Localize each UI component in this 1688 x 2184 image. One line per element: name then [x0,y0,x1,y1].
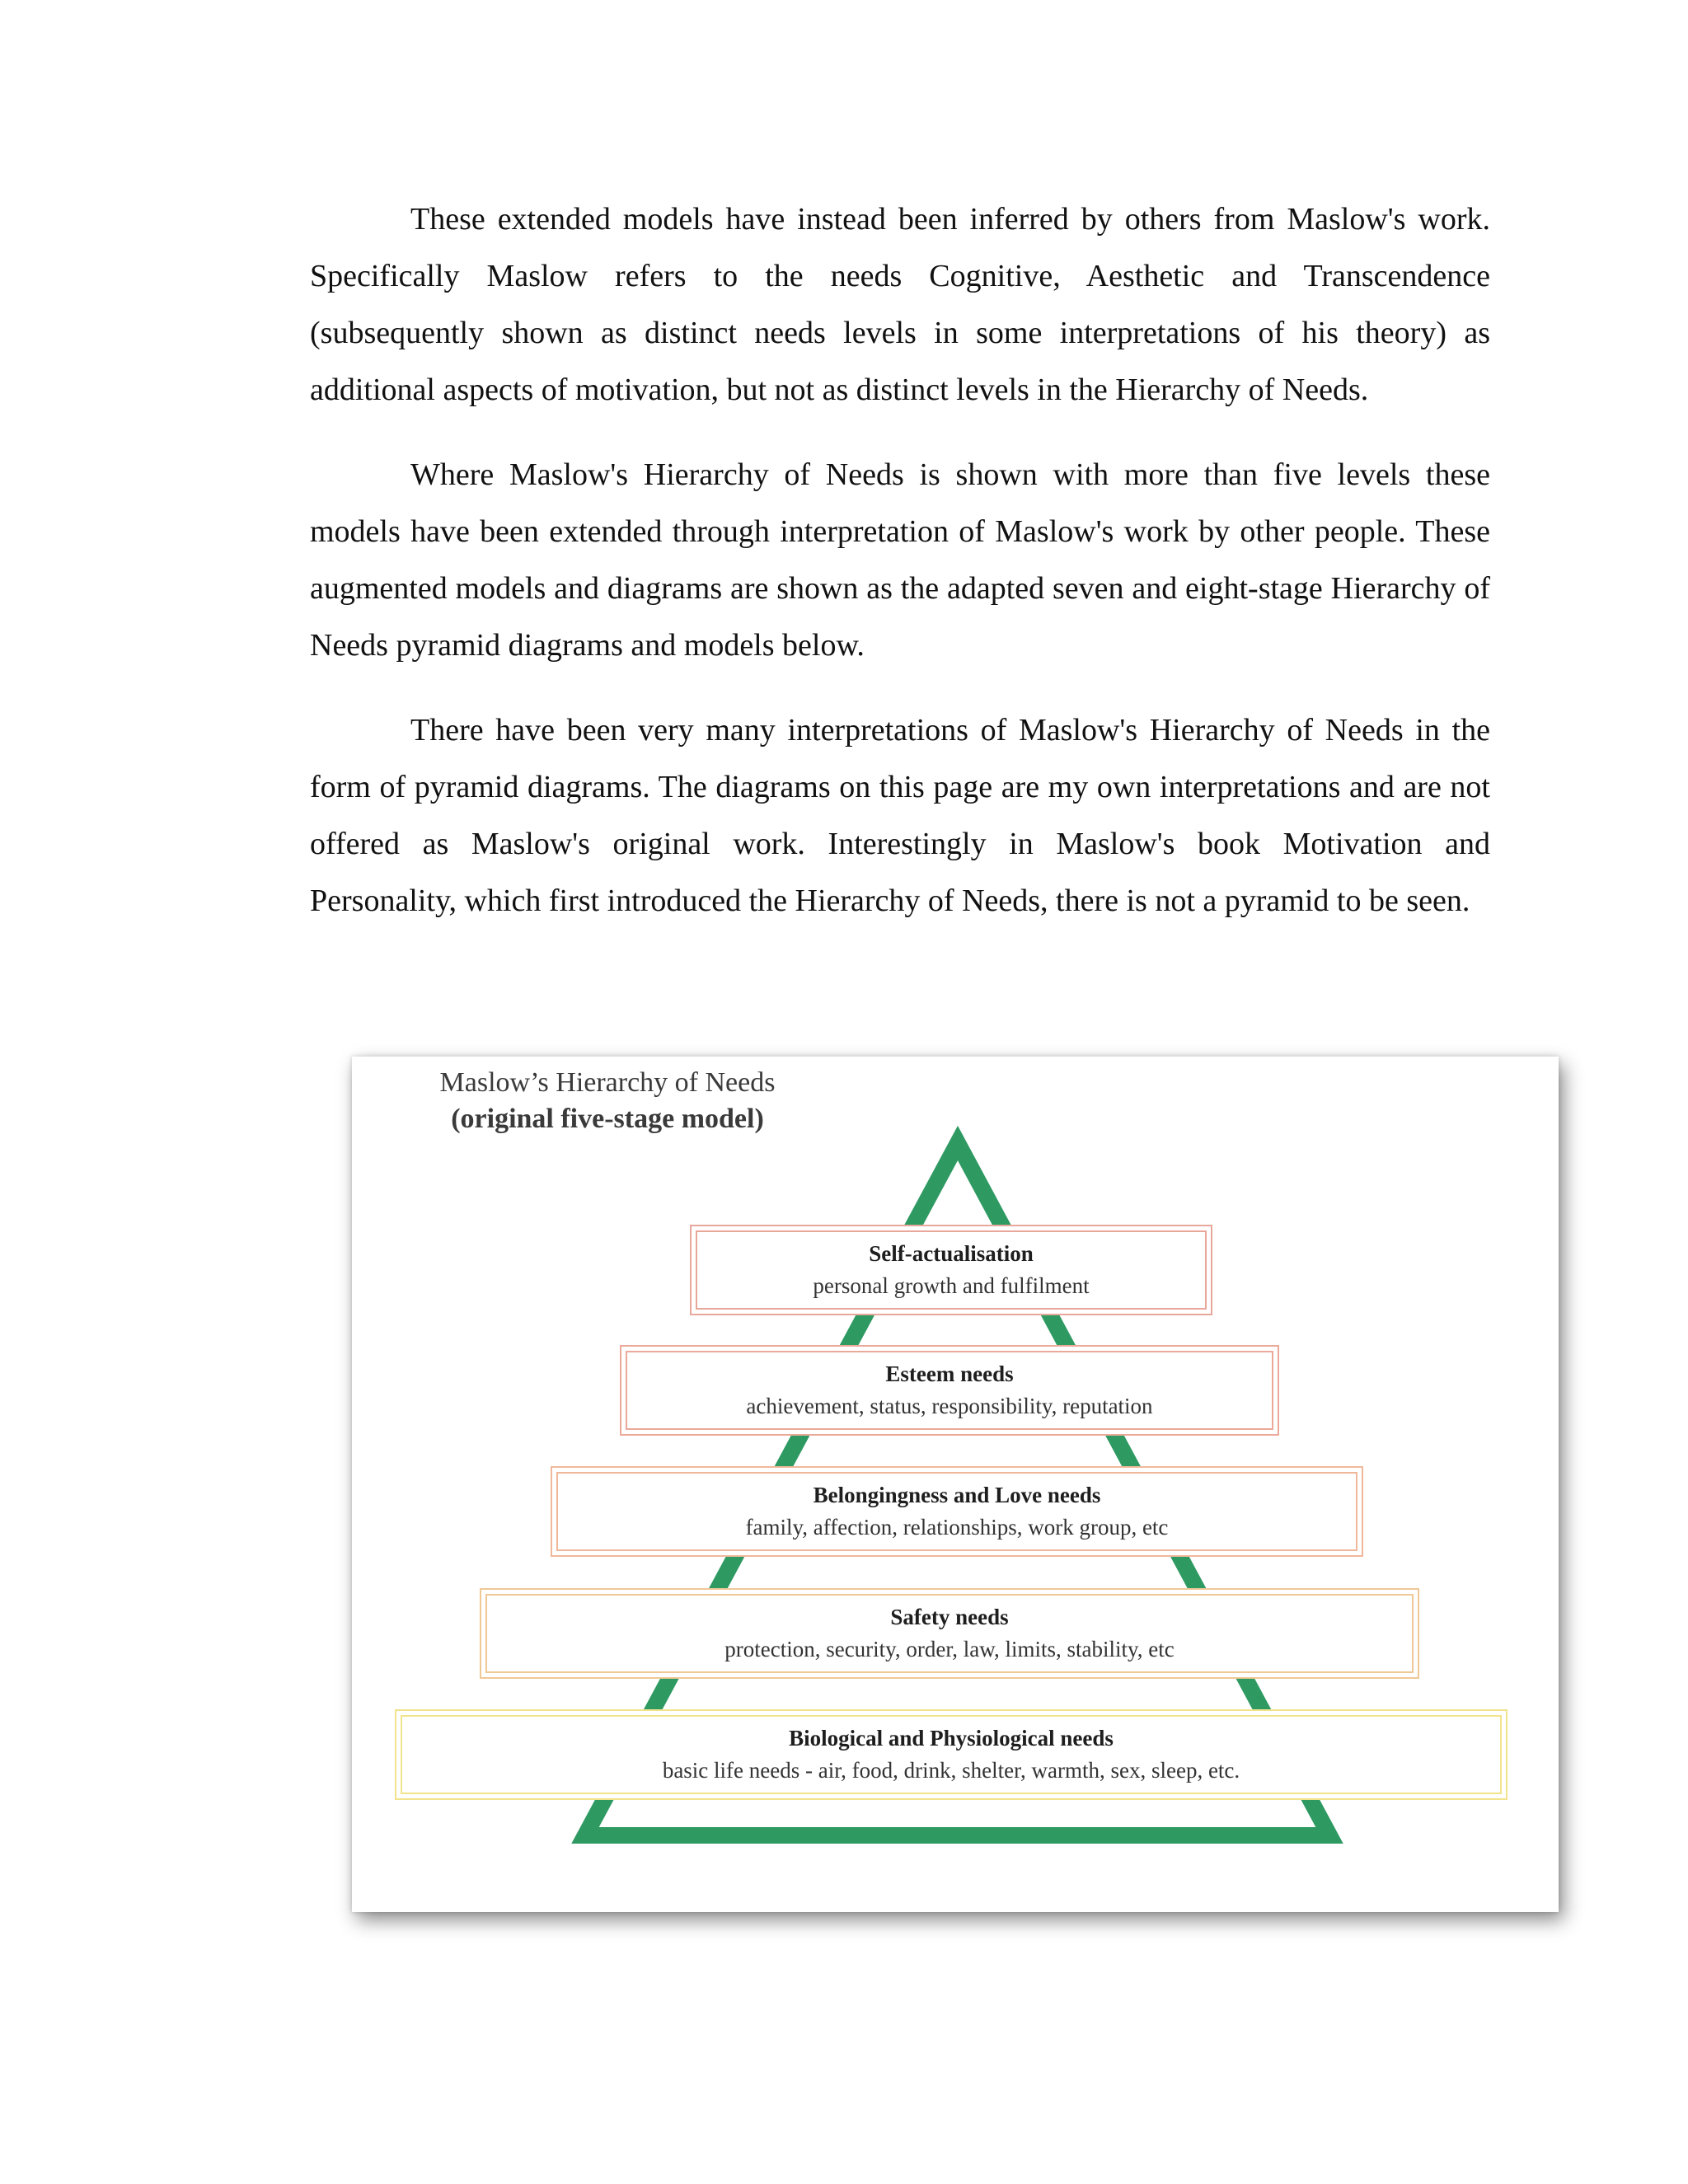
figure-title [418,1065,797,1137]
paragraph-2: Where Maslow's Hierarchy of Needs is shown with more than five levels these models have been extended through interpretation of Maslow's work by other people. These augmented models and diagrams are shown as the adapted seven and eight-stage Hierarchy of Needs pyramid diagrams and models below. [310,457,1490,663]
level-title: Esteem needs [885,1361,1014,1386]
level-description: family, affection, relationships, work group, etc [745,1515,1169,1540]
paragraph-3: There have been very many interpretations of Maslow's Hierarchy of Needs in the form of pyramid diagrams. The diagrams on this page are my own interpretations and are not offered as Maslow's original work. Interestingly in Maslow's book Motivation and Personality, which first introduced the Hierarchy of Needs, there is not a pyramid to be seen. [310,713,1490,918]
level-description: personal growth and fulfilment [813,1273,1090,1298]
level-description: basic life needs - air, food, drink, shelter, warmth, sex, sleep, etc. [662,1758,1240,1783]
level-biological-physiological-needs [395,1709,1507,1800]
level-self-actualisation [690,1225,1212,1315]
level-title: Biological and Physiological needs [789,1726,1114,1750]
figure-title-line-2: (original five-stage model) [451,1104,764,1134]
level-esteem-needs [620,1345,1279,1436]
level-description: protection, security, order, law, limits, stability, etc [724,1637,1175,1661]
level-belongingness-love-needs [551,1466,1363,1557]
level-title: Belongingness and Love needs [813,1483,1101,1507]
paragraph-1: These extended models have instead been inferred by others from Maslow's work. Specifically Maslow refers to the needs Cognitive, Aesthetic and Transcendence (subsequently shown as distinct needs levels in some interpretations of his theory) as additional aspects of motivation, but not as distinct levels in the Hierarchy of Needs. [310,202,1490,407]
level-title: Self-actualisation [869,1241,1034,1266]
body-text [310,191,1490,958]
level-safety-needs [480,1588,1419,1679]
level-title: Safety needs [890,1605,1009,1629]
level-description: achievement, status, responsibility, reputation [746,1394,1153,1418]
figure-title-line-1: Maslow’s Hierarchy of Needs [439,1067,776,1098]
maslow-pyramid-figure [352,1057,1559,1912]
